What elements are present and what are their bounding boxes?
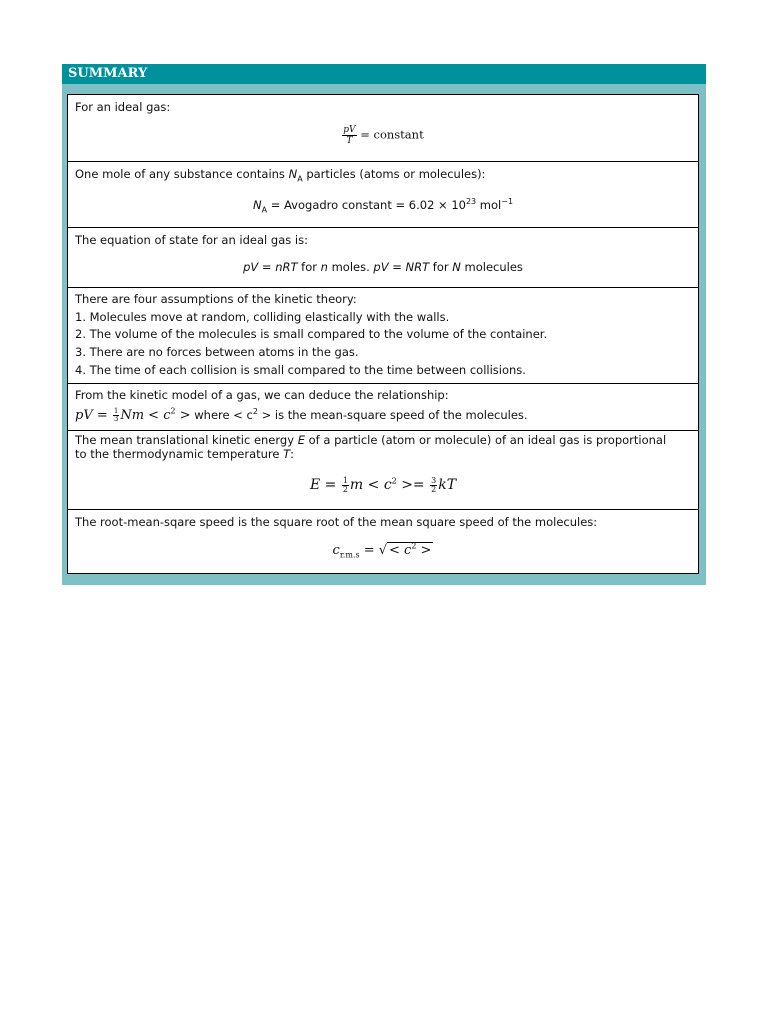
kinetic-energy-intro: The mean translational kinetic energy E of a particle (atom or molecule) of an ideal gas is proportional to the thermodynamic temperature T:	[75, 433, 667, 461]
assumption-item: 3. There are no forces between atoms in the gas.	[75, 345, 359, 360]
rms-equation: $c_{r.m.s}$ = √ < $c^2$ >	[332, 541, 432, 560]
row-kinetic-model	[68, 384, 698, 431]
summary-box	[67, 94, 699, 574]
state-equation: pV = nRT for n moles. pV = NRT for N molecules	[243, 260, 523, 274]
mole-intro: One mole of any substance contains $N_A$ particles (atoms or molecules):	[75, 167, 486, 184]
assumption-item: 2. The volume of the molecules is small compared to the volume of the container.	[75, 327, 548, 342]
row-kinetic-energy	[68, 431, 698, 510]
state-intro: The equation of state for an ideal gas is:	[75, 233, 308, 247]
kinetic-model-equation: pV = $\frac{1}{3}$ $Nm < c^2$ > where < $c^2$ > is the mean-square speed of the molecules.	[75, 406, 528, 423]
kinetic-model-intro: From the kinetic model of a gas, we can deduce the relationship:	[75, 388, 449, 402]
row-ideal-gas	[68, 95, 698, 162]
assumption-item: 4. The time of each collision is small compared to the time between collisions.	[75, 362, 526, 377]
ideal-gas-equation: $\frac{pV}{T}$ = constant	[343, 125, 424, 146]
rms-intro: The root-mean-sqare speed is the square root of the mean square speed of the molecules:	[75, 515, 598, 529]
kinetic-energy-equation: E = $\frac{1}{2}$ $m < c^2$ >= $\frac{3}{2}$ kT	[309, 475, 457, 494]
avogadro-equation: $N_A$ = Avogadro constant = $6.02 \times 10^{23}$ mol$^{-1}$	[252, 197, 514, 215]
assumptions-list	[75, 291, 547, 380]
assumption-item: 1. Molecules move at random, colliding elastically with the walls.	[75, 309, 450, 324]
ideal-gas-intro: For an ideal gas:	[75, 100, 171, 114]
summary-panel	[62, 64, 706, 585]
row-mole	[68, 162, 698, 228]
assumptions-intro: There are four assumptions of the kinetic theory:	[75, 292, 357, 306]
summary-header: SUMMARY	[62, 64, 706, 84]
row-assumptions	[68, 288, 698, 384]
row-equation-of-state	[68, 228, 698, 288]
row-rms-speed	[68, 510, 698, 573]
